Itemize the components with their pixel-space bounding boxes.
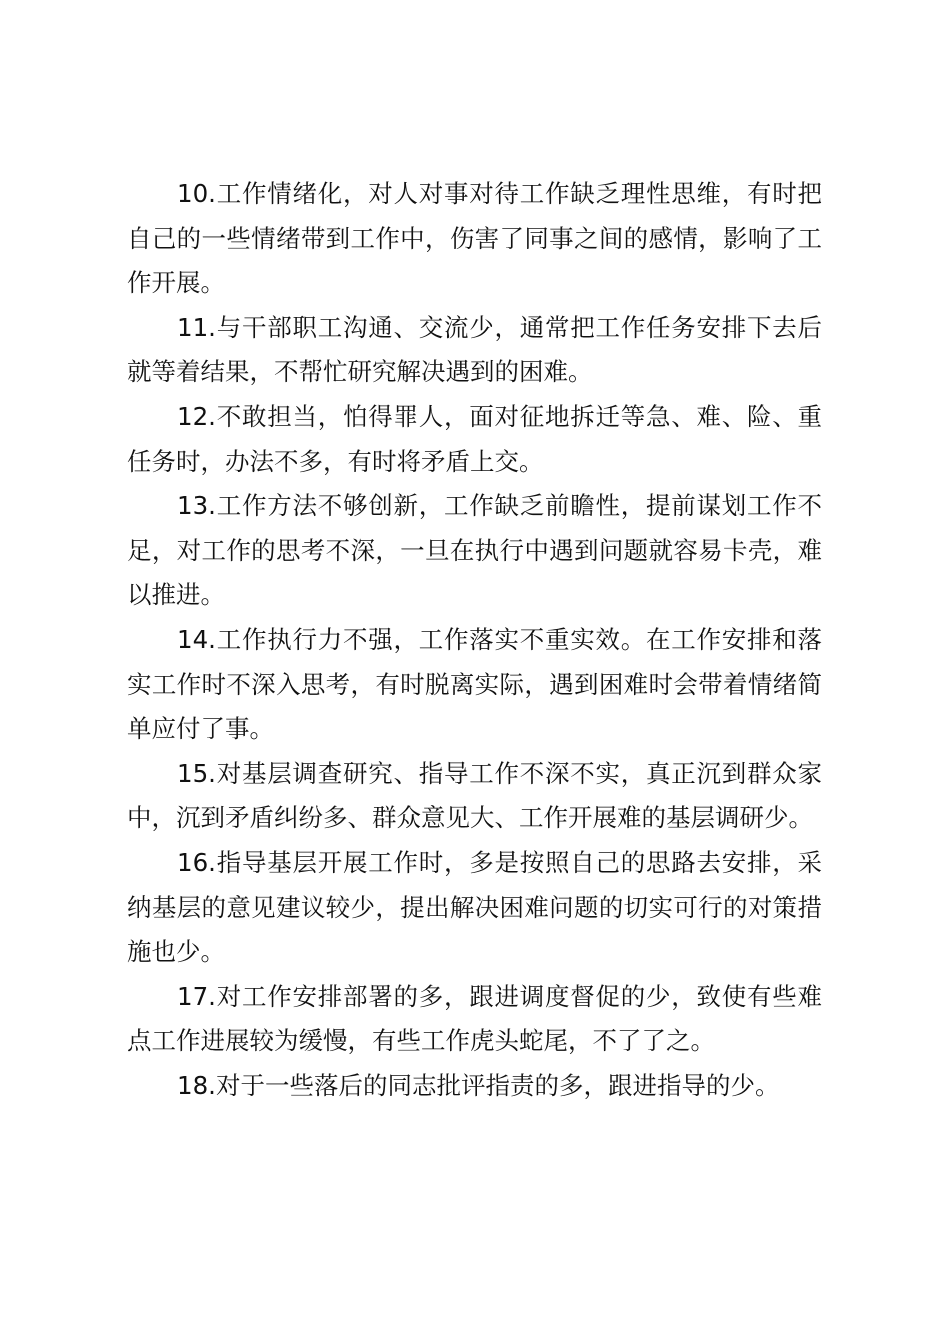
paragraph-18: 18.对于一些落后的同志批评指责的多，跟进指导的少。 <box>177 1070 780 1100</box>
paragraph-11: 11.与干部职工沟通、交流少，通常把工作任务安排下去后就等着结果，不帮忙研究解决遇到的困难。 <box>127 312 822 387</box>
paragraph-15: 15.对基层调查研究、指导工作不深不实，真正沉到群众家中，沉到矛盾纠纷多、群众意见大、工作开展难的基层调研少。 <box>127 758 822 833</box>
paragraph-10: 10.工作情绪化，对人对事对待工作缺乏理性思维，有时把自己的一些情绪带到工作中，伤害了同事之间的感情，影响了工作开展。 <box>127 179 822 298</box>
paragraph-17: 17.对工作安排部署的多，跟进调度督促的少，致使有些难点工作进展较为缓慢，有些工作虎头蛇尾，不了了之。 <box>127 981 822 1056</box>
paragraph-13: 13.工作方法不够创新，工作缺乏前瞻性，提前谋划工作不足，对工作的思考不深，一旦在执行中遇到问题就容易卡壳，难以推进。 <box>127 491 822 610</box>
paragraph-16: 16.指导基层开展工作时，多是按照自己的思路去安排，采纳基层的意见建议较少，提出解决困难问题的切实可行的对策措施也少。 <box>127 847 822 967</box>
paragraph-14: 14.工作执行力不强，工作落实不重实效。在工作安排和落实工作时不深入思考，有时脱离实际，遇到困难时会带着情绪简单应付了事。 <box>127 624 822 744</box>
document-body <box>127 172 822 1108</box>
paragraph-12: 12.不敢担当，怕得罪人，面对征地拆迁等急、难、险、重任务时，办法不多，有时将矛盾上交。 <box>127 401 822 476</box>
